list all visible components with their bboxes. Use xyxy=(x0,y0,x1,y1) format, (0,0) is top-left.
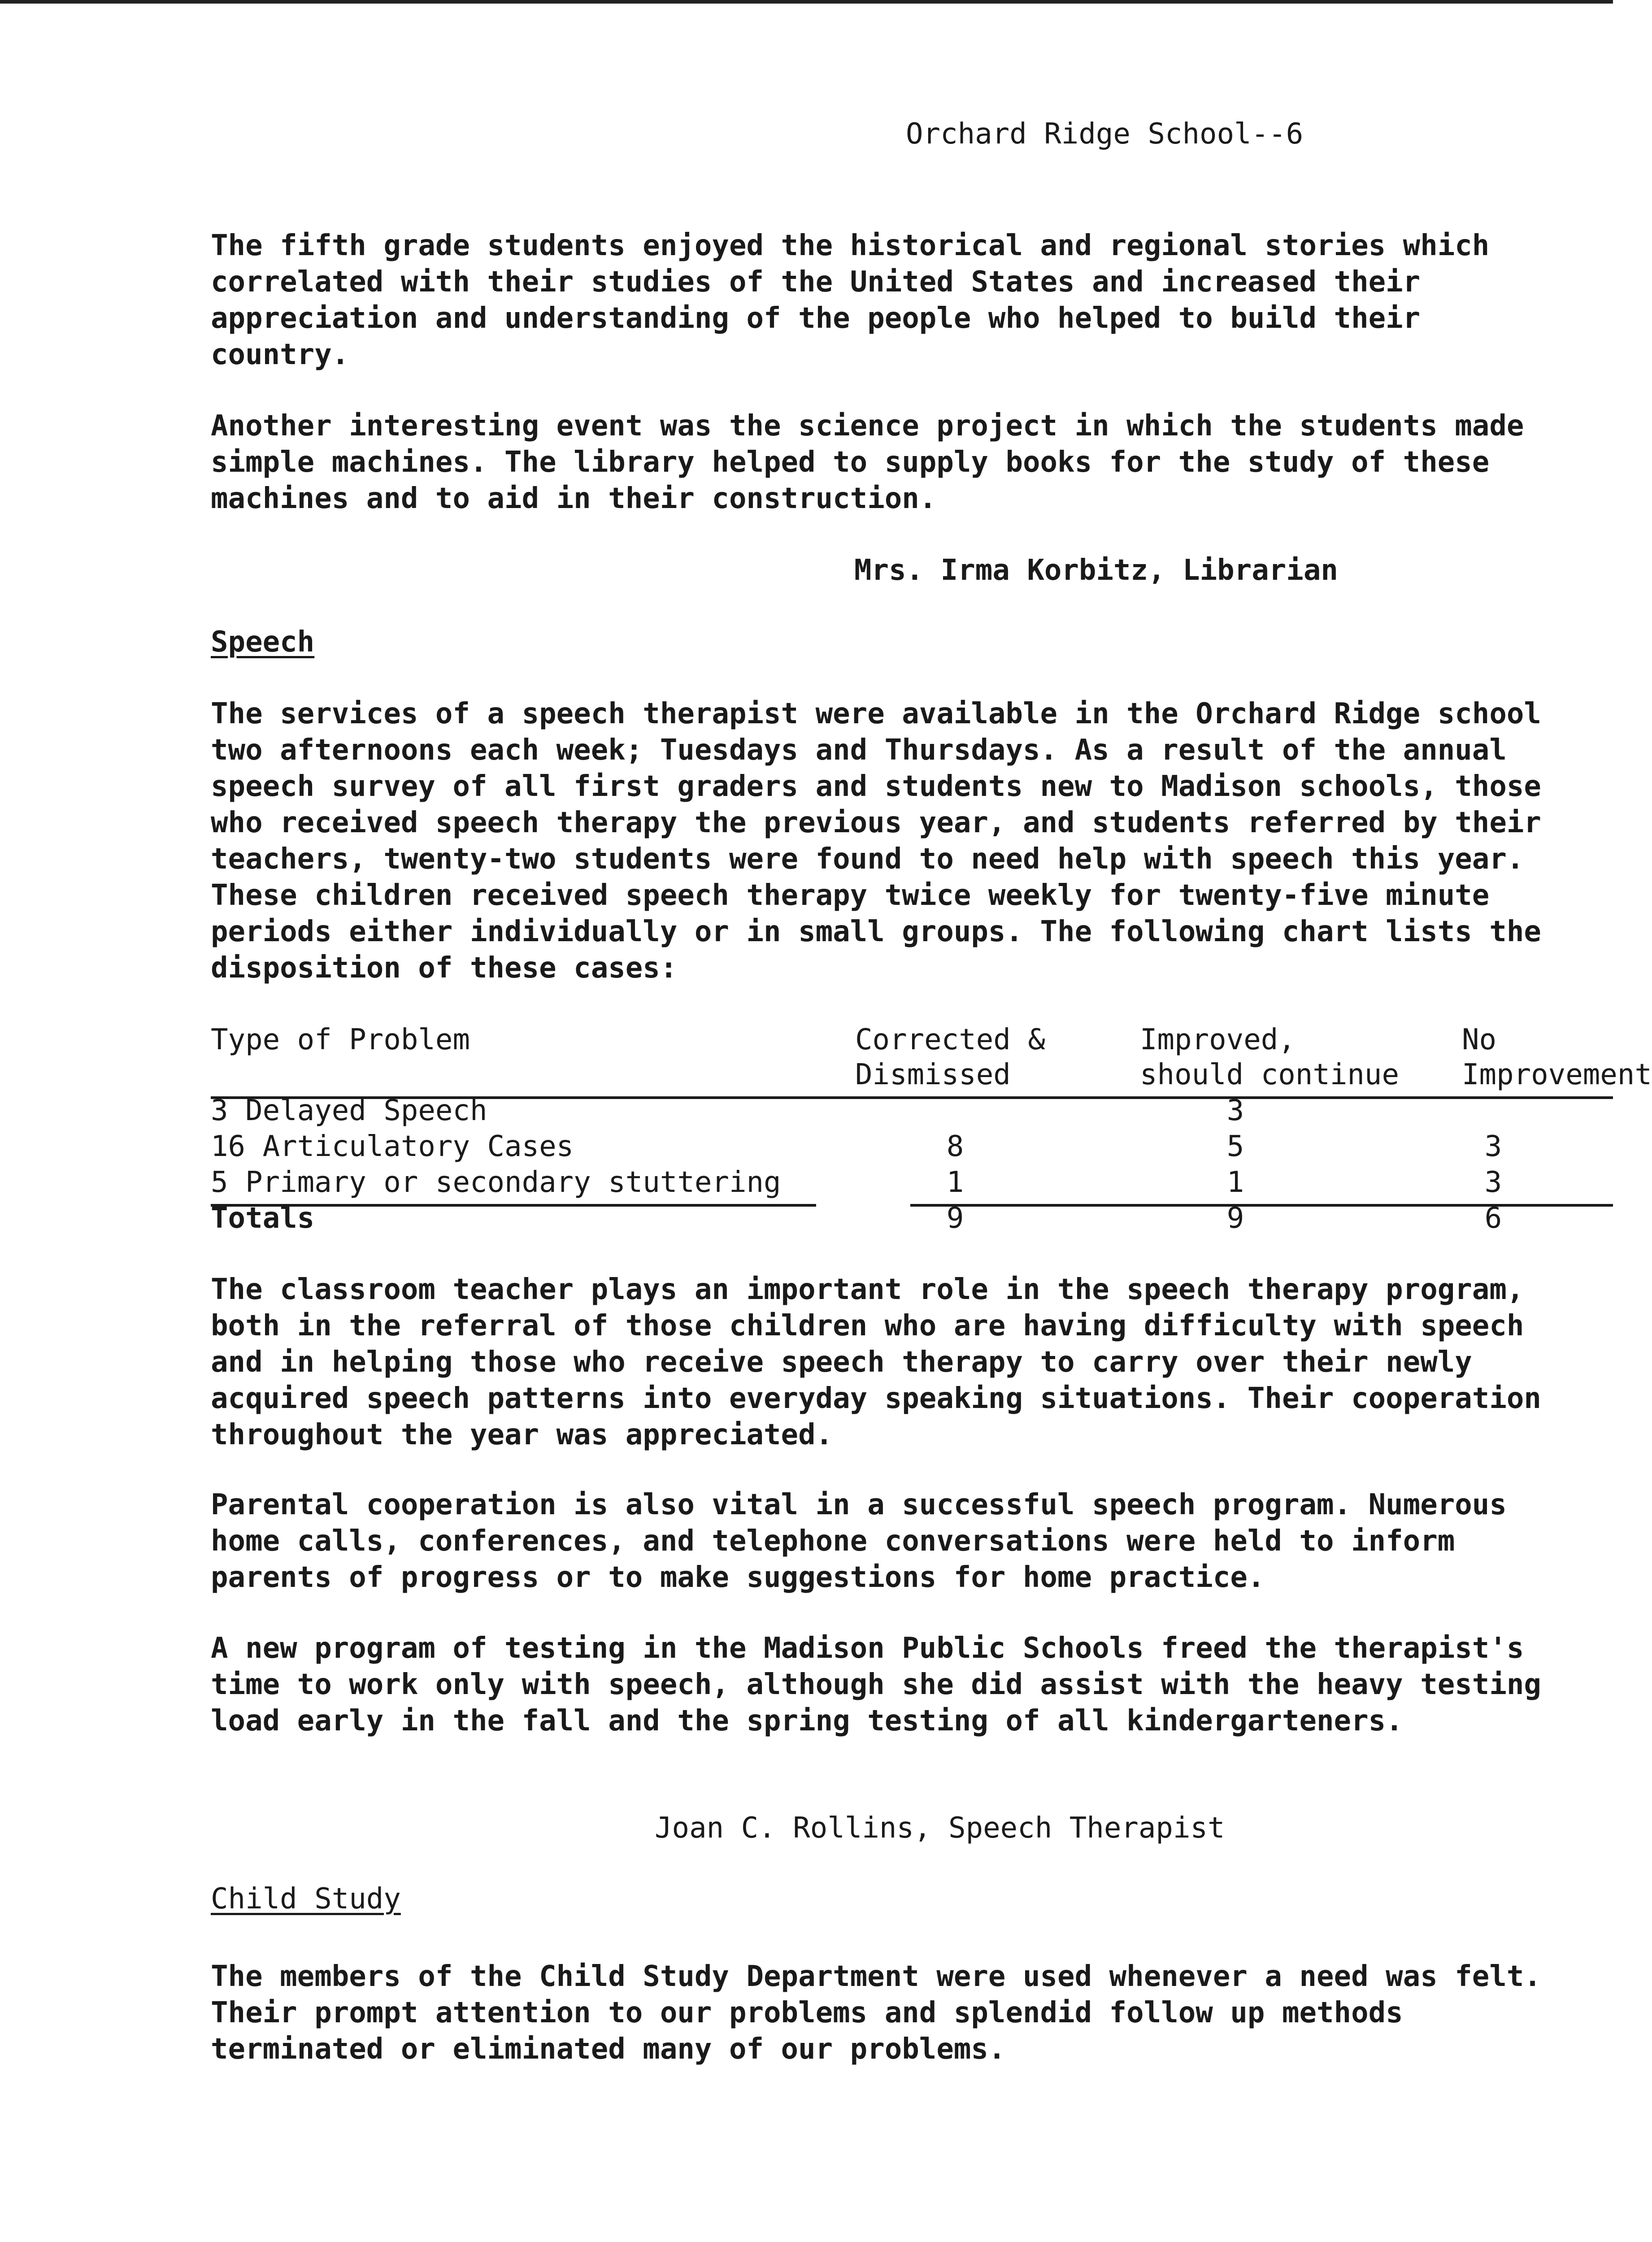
table-header-type: Type of Problem xyxy=(211,1023,470,1056)
table-totals-corrected: 9 xyxy=(946,1202,964,1235)
running-page-title: Orchard Ridge School--6 xyxy=(906,117,1304,151)
table-row-corrected: 8 xyxy=(946,1130,964,1163)
child-study-paragraph: The members of the Child Study Department were used whenever a need was felt. Their prompt attention to our problems and splendid follow up methods terminated or eliminated many of our problems. xyxy=(211,1960,1541,2066)
page-top-edge xyxy=(0,0,1613,4)
table-header-corrected xyxy=(855,1022,1045,1092)
table-row-problem: 16 Articulatory Cases xyxy=(211,1130,574,1163)
speech-paragraph-parental-cooperation: Parental cooperation is also vital in a successful speech program. Numerous home calls, conferences, and telephone conversations were held to inform parents of progress or to make suggestions for home practice. xyxy=(211,1488,1507,1594)
table-totals-improved: 9 xyxy=(1226,1202,1244,1235)
speech-paragraph-testing-program: A new program of testing in the Madison Public Schools freed the therapist's time to work only with speech, although she did assist with the heavy testing load early in the fall and the spring testing of all kindergarteners. xyxy=(211,1632,1541,1738)
table-row-improved: 3 xyxy=(1226,1094,1244,1127)
table-totals-label: Totals xyxy=(211,1202,315,1235)
table-header-no-improvement-line1: No xyxy=(1462,1023,1497,1056)
speech-heading: Speech xyxy=(211,626,315,659)
library-paragraph-fifth-grade: The fifth grade students enjoyed the historical and regional stories which correlated with their studies of the United States and increased their appreciation and understanding of the people who helped to build their country. xyxy=(211,229,1490,371)
table-row-no-improvement: 3 xyxy=(1484,1130,1502,1163)
table-row-no-improvement: 3 xyxy=(1484,1166,1502,1199)
table-header-corrected-line2: Dismissed xyxy=(855,1058,1011,1091)
librarian-signature: Mrs. Irma Korbitz, Librarian xyxy=(854,554,1338,587)
speech-therapist-signature: Joan C. Rollins, Speech Therapist xyxy=(655,1812,1225,1845)
table-row-problem: 5 Primary or secondary stuttering xyxy=(211,1166,781,1199)
speech-intro-paragraph: The services of a speech therapist were available in the Orchard Ridge school two afternoons each week; Tuesdays and Thursdays. As a result of the annual speech survey of all first graders and students new to Madison schools, those who received speech therapy the previous year, and students referred by their teachers, twenty-two students were found to need help with speech this year. These children received speech therapy twice weekly for twenty-five minute periods either individually or in small groups. The following chart lists the disposition of these cases: xyxy=(211,697,1541,985)
speech-disposition-table xyxy=(211,1022,1652,1238)
table-row-improved: 5 xyxy=(1226,1130,1244,1163)
table-totals-no-improvement: 6 xyxy=(1484,1202,1502,1235)
child-study-heading: Child Study xyxy=(211,1882,401,1916)
table-header-improved-line2: should continue xyxy=(1140,1058,1399,1091)
table-header-improved xyxy=(1140,1022,1399,1092)
table-row-improved: 1 xyxy=(1226,1166,1244,1199)
table-header-no-improvement xyxy=(1462,1022,1652,1092)
table-header-improved-line1: Improved, xyxy=(1140,1023,1296,1056)
table-header-no-improvement-line2: Improvement xyxy=(1462,1058,1652,1091)
table-header-corrected-line1: Corrected & xyxy=(855,1023,1045,1056)
table-row-problem: 3 Delayed Speech xyxy=(211,1094,487,1127)
speech-paragraph-classroom-teacher: The classroom teacher plays an important role in the speech therapy program, both in the referral of those children who are having difficulty with speech and in helping those who receive speech therapy to carry over their newly acquired speech patterns into everyday speaking situations. Their cooperation throughout the year was appreciated. xyxy=(211,1273,1541,1451)
table-row-corrected: 1 xyxy=(946,1166,964,1199)
library-paragraph-science-project: Another interesting event was the science project in which the students made simple machines. The library helped to supply books for the study of these machines and to aid in their construction. xyxy=(211,409,1524,515)
